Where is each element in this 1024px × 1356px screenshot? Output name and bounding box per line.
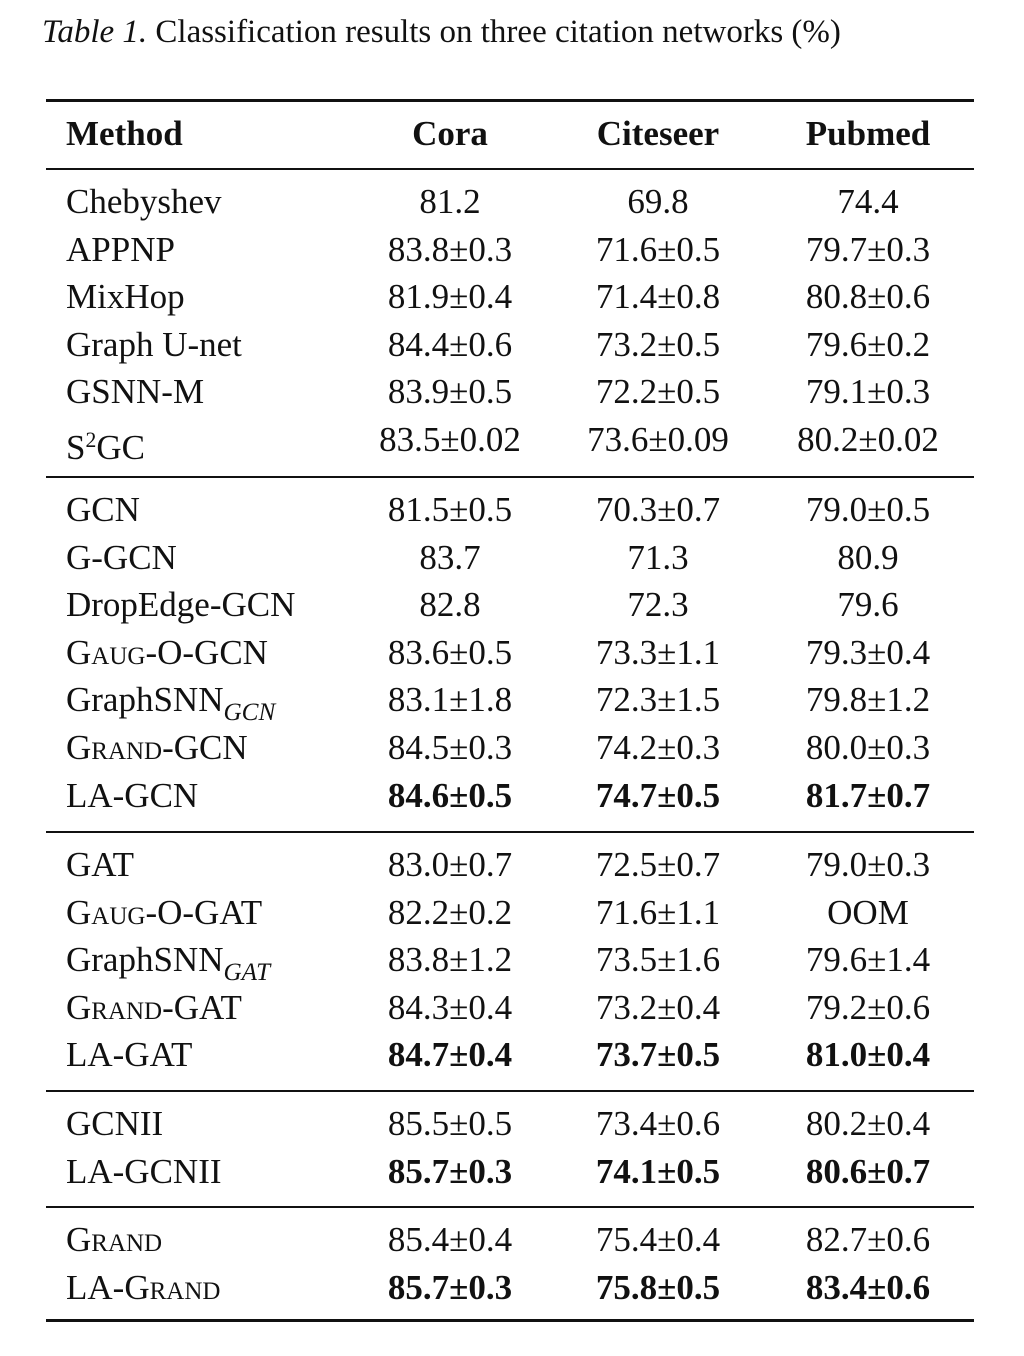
- cora-value: 81.5±0.5: [387, 490, 513, 529]
- citeseer-value: 75.8±0.5: [595, 1267, 721, 1307]
- cora-value: 84.4±0.6: [387, 324, 513, 364]
- pubmed-value: OOM: [827, 892, 909, 932]
- method-cell: [66, 629, 268, 677]
- method-cell: DropEdge-GCN: [66, 585, 296, 625]
- header-method: Method: [66, 114, 183, 153]
- method-cell: GCNII: [66, 1104, 164, 1143]
- method-cell: LA-GAT: [66, 1035, 193, 1075]
- cora-value: 83.6±0.5: [387, 632, 513, 672]
- method-cell: G-GCN: [66, 537, 177, 577]
- citeseer-value: 74.2±0.3: [595, 728, 721, 767]
- method-cell: [66, 724, 248, 772]
- caption-text: Classification results on three citation networks (%): [155, 14, 841, 50]
- pubmed-value: 79.6±0.2: [805, 324, 931, 364]
- cora-value: 83.0±0.7: [387, 845, 513, 884]
- cora-value: 82.2±0.2: [387, 892, 513, 932]
- header-pubmed: Pubmed: [805, 114, 931, 153]
- pubmed-value: 81.7±0.7: [805, 775, 931, 815]
- header-rule: [46, 168, 974, 170]
- method-prefix: LA-: [66, 1267, 125, 1307]
- citeseer-value: 72.3: [627, 585, 689, 625]
- pubmed-value: 79.6: [837, 585, 899, 625]
- method-superscript: 2: [85, 428, 97, 452]
- pubmed-value: 79.0±0.3: [805, 845, 931, 884]
- pubmed-value: 79.1±0.3: [805, 372, 931, 412]
- method-base: GraphSNN: [66, 680, 224, 720]
- cora-value: 83.5±0.02: [379, 420, 521, 459]
- method-subscript: GCN: [223, 699, 276, 727]
- pubmed-value: 79.3±0.4: [805, 632, 931, 672]
- method-smallcaps: Grand: [66, 1220, 163, 1259]
- method-suffix: GC: [96, 427, 145, 467]
- citeseer-value: 73.2±0.4: [595, 987, 721, 1027]
- pubmed-value: 79.0±0.5: [805, 490, 931, 529]
- citeseer-value: 71.3: [627, 537, 689, 577]
- caption-label: Table 1.: [42, 14, 148, 50]
- method-cell: [66, 984, 242, 1032]
- citeseer-value: 73.6±0.09: [587, 420, 729, 459]
- cora-value: 84.7±0.4: [387, 1035, 513, 1075]
- citeseer-value: 73.3±1.1: [595, 632, 721, 672]
- cora-value: 85.5±0.5: [387, 1104, 513, 1143]
- method-smallcaps: Gaug: [66, 632, 146, 672]
- pubmed-value: 83.4±0.6: [805, 1267, 931, 1307]
- cora-value: 81.9±0.4: [387, 277, 513, 317]
- method-suffix: -GAT: [162, 987, 242, 1027]
- method-smallcaps: Grand: [66, 987, 163, 1027]
- method-cell: LA-GCNII: [66, 1151, 222, 1191]
- citeseer-value: 72.2±0.5: [595, 372, 721, 412]
- citeseer-value: 75.4±0.4: [595, 1220, 721, 1259]
- pubmed-value: 80.6±0.7: [805, 1151, 931, 1191]
- cora-value: 84.5±0.3: [387, 728, 513, 767]
- pubmed-value: 80.2±0.4: [805, 1104, 931, 1143]
- method-smallcaps: Gaug: [66, 892, 146, 932]
- citeseer-value: 72.3±1.5: [595, 680, 721, 720]
- group-separator-rule: [46, 476, 974, 478]
- cora-value: 83.1±1.8: [387, 680, 513, 720]
- pubmed-value: 79.6±1.4: [805, 940, 931, 980]
- pubmed-value: 74.4: [837, 182, 899, 221]
- citeseer-value: 73.4±0.6: [595, 1104, 721, 1143]
- method-cell: [66, 1216, 162, 1264]
- cora-value: 83.9±0.5: [387, 372, 513, 412]
- citeseer-value: 73.7±0.5: [595, 1035, 721, 1075]
- citeseer-value: 74.7±0.5: [595, 775, 721, 815]
- pubmed-value: 80.0±0.3: [805, 728, 931, 767]
- citeseer-value: 72.5±0.7: [595, 845, 721, 884]
- cora-value: 82.8: [419, 585, 481, 625]
- citeseer-value: 69.8: [627, 182, 689, 221]
- method-cell: [66, 1264, 220, 1312]
- method-cell: LA-GCN: [66, 775, 199, 815]
- method-cell: [66, 889, 262, 937]
- method-base: GraphSNN: [66, 940, 224, 980]
- table-caption: [42, 14, 841, 51]
- group-separator-rule: [46, 1090, 974, 1092]
- pubmed-value: 80.2±0.02: [797, 420, 939, 459]
- citeseer-value: 73.2±0.5: [595, 324, 721, 364]
- method-cell: [66, 416, 145, 472]
- pubmed-value: 80.8±0.6: [805, 277, 931, 317]
- bottom-rule: [46, 1319, 974, 1322]
- method-subscript: GAT: [223, 959, 271, 986]
- method-prefix: S: [66, 427, 86, 467]
- citeseer-value: 74.1±0.5: [595, 1151, 721, 1191]
- cora-value: 83.7: [419, 537, 481, 577]
- citeseer-value: 71.6±0.5: [595, 229, 721, 269]
- cora-value: 83.8±0.3: [387, 229, 513, 269]
- citeseer-value: 70.3±0.7: [595, 490, 721, 529]
- method-cell: Chebyshev: [66, 182, 222, 221]
- method-cell: MixHop: [66, 277, 185, 317]
- top-rule: [46, 99, 974, 102]
- method-suffix: -O-GCN: [145, 632, 268, 672]
- method-suffix: -O-GAT: [145, 892, 263, 932]
- method-smallcaps: Grand: [66, 728, 163, 767]
- method-cell: GSNN-M: [66, 372, 205, 412]
- cora-value: 81.2: [419, 182, 481, 221]
- cora-value: 83.8±1.2: [387, 940, 513, 980]
- method-suffix: -GCN: [162, 728, 248, 767]
- header-citeseer: Citeseer: [596, 114, 720, 153]
- method-smallcaps: Grand: [124, 1267, 221, 1307]
- header-cora: Cora: [412, 114, 488, 153]
- method-cell: Graph U-net: [66, 324, 242, 364]
- cora-value: 84.6±0.5: [387, 775, 513, 815]
- group-separator-rule: [46, 1206, 974, 1208]
- method-cell: GCN: [66, 490, 140, 529]
- pubmed-value: 79.2±0.6: [805, 987, 931, 1027]
- method-cell: APPNP: [66, 229, 175, 269]
- citeseer-value: 73.5±1.6: [595, 940, 721, 980]
- pubmed-value: 79.7±0.3: [805, 229, 931, 269]
- cora-value: 84.3±0.4: [387, 987, 513, 1027]
- pubmed-value: 82.7±0.6: [805, 1220, 931, 1259]
- cora-value: 85.4±0.4: [387, 1220, 513, 1259]
- pubmed-value: 81.0±0.4: [805, 1035, 931, 1075]
- group-separator-rule: [46, 831, 974, 833]
- method-cell: GAT: [66, 845, 135, 884]
- pubmed-value: 80.9: [837, 537, 899, 577]
- citeseer-value: 71.4±0.8: [595, 277, 721, 317]
- citeseer-value: 71.6±1.1: [595, 892, 721, 932]
- pubmed-value: 79.8±1.2: [805, 680, 931, 720]
- cora-value: 85.7±0.3: [387, 1267, 513, 1307]
- cora-value: 85.7±0.3: [387, 1151, 513, 1191]
